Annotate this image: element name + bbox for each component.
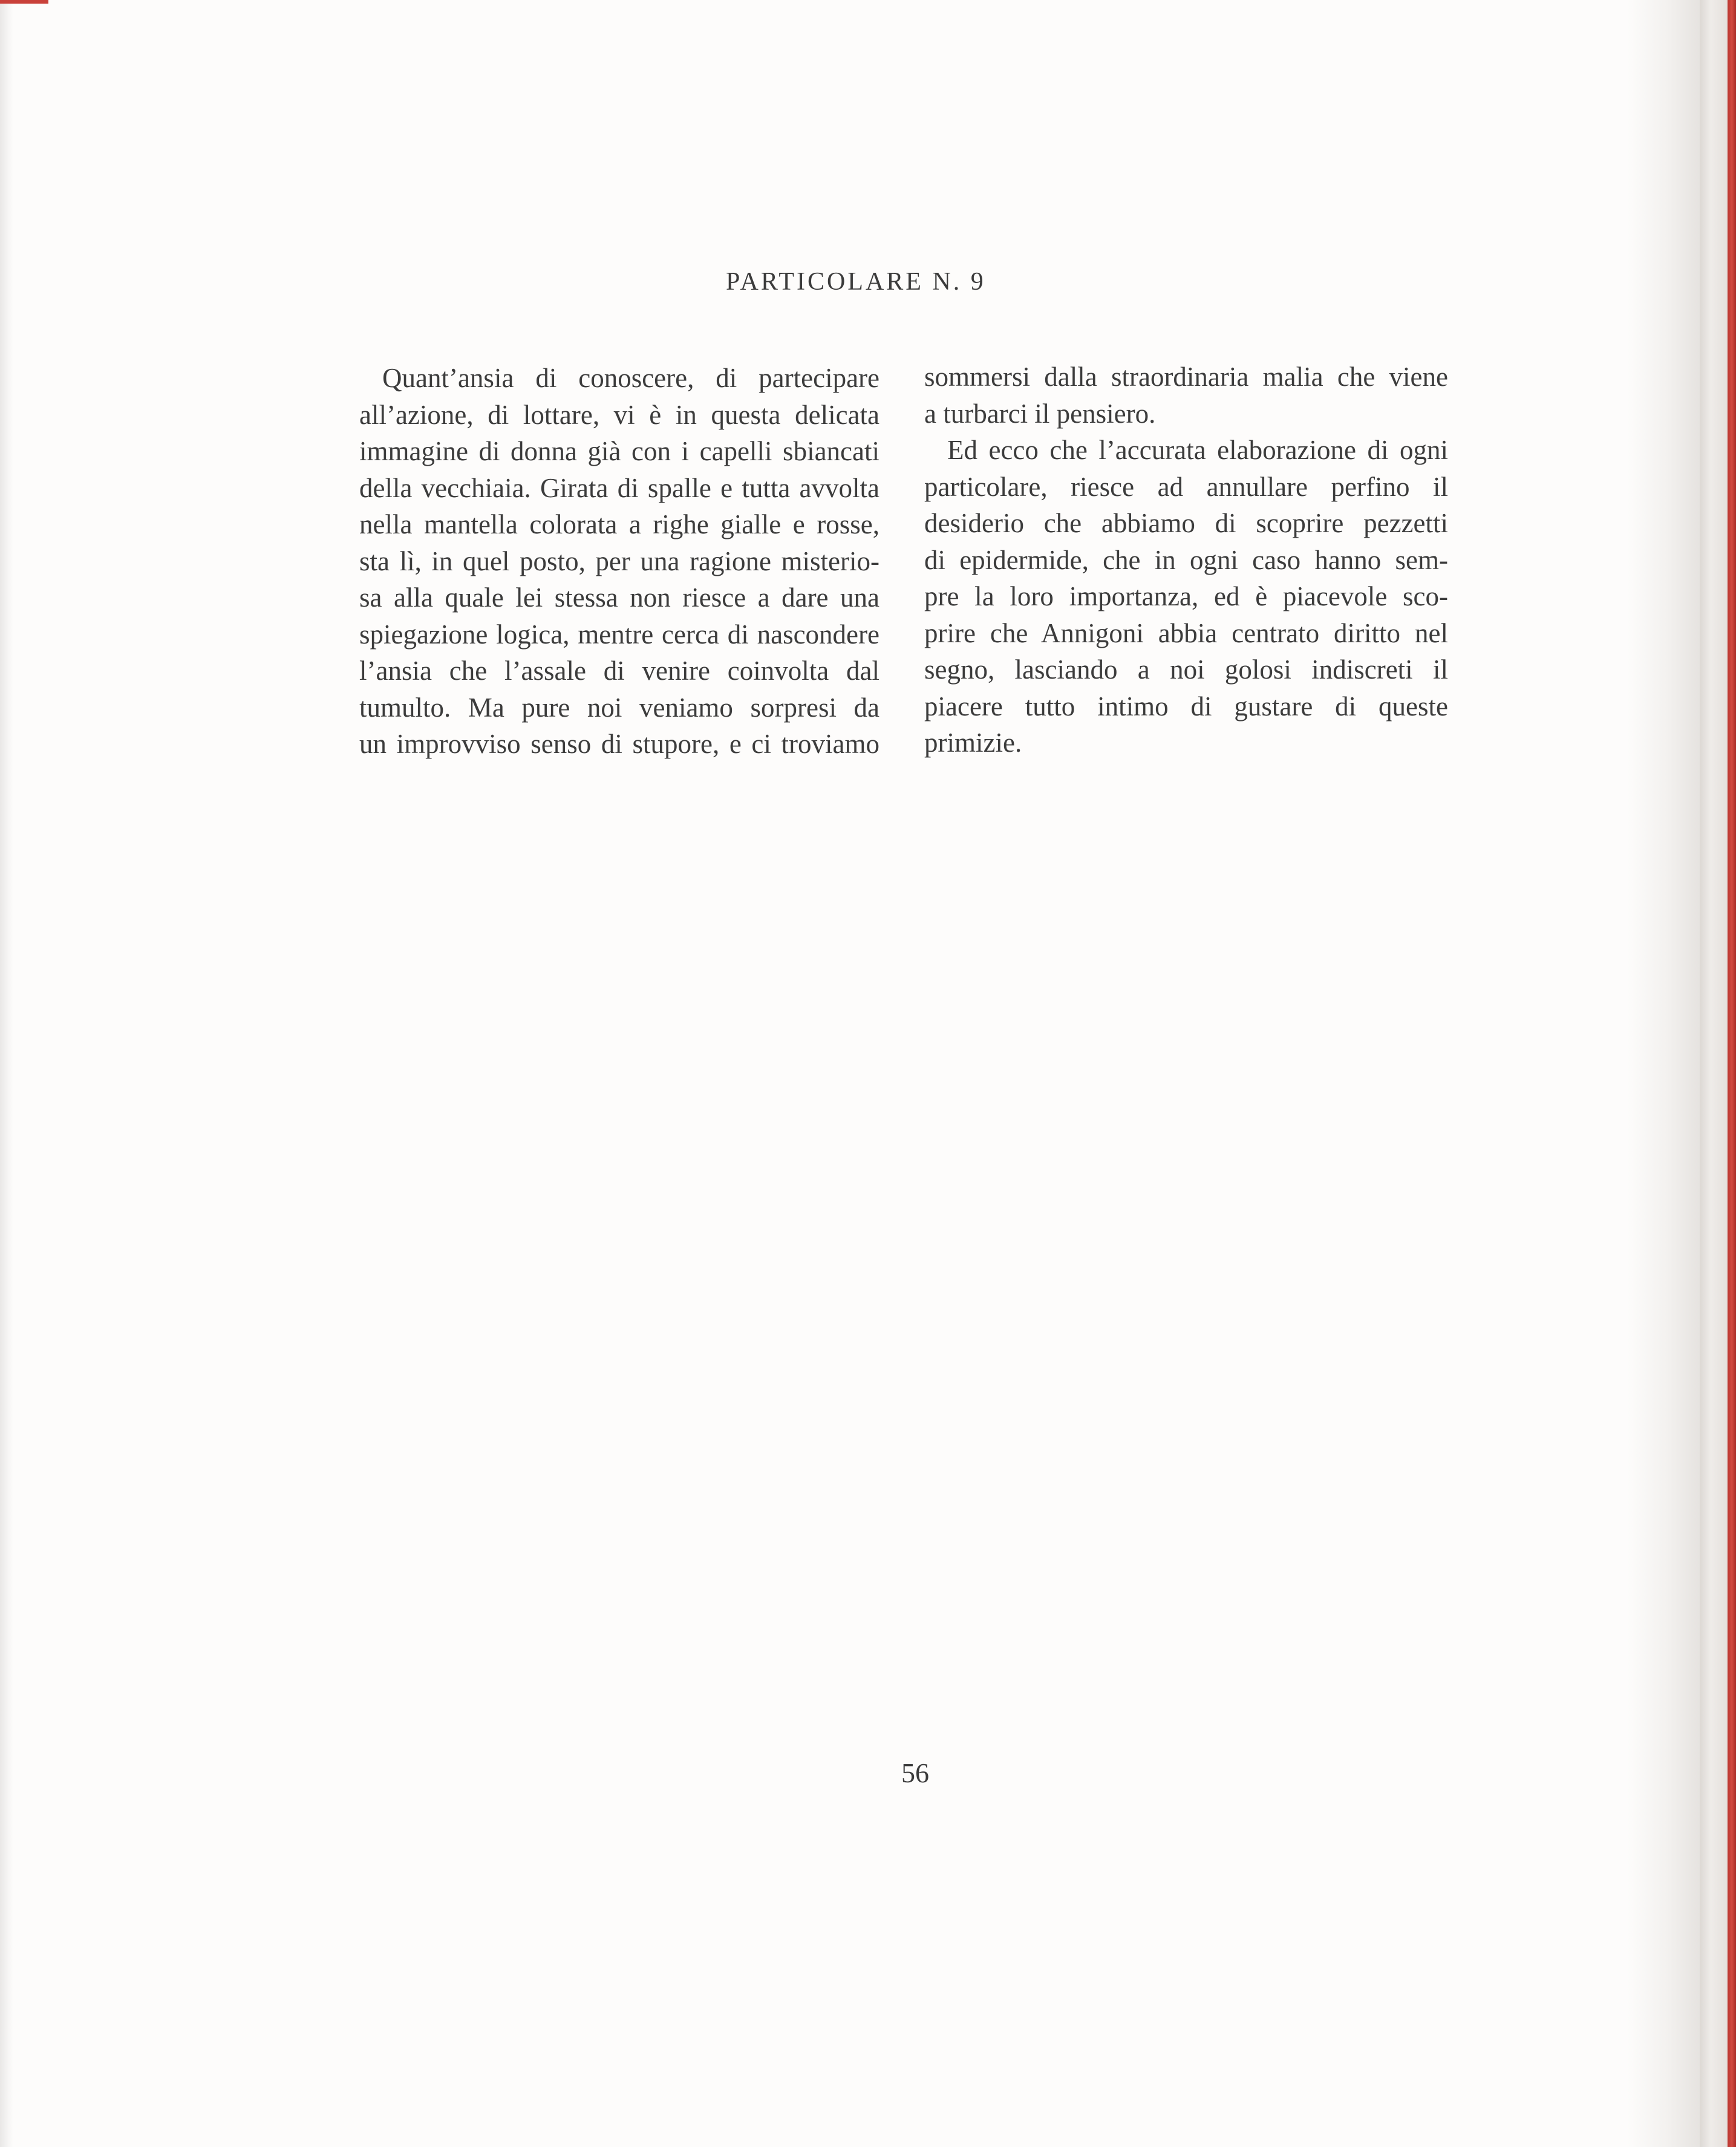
text-line: primizie. <box>924 728 1022 758</box>
text-line: sommersi dalla straordinaria malia che viene <box>924 362 1448 392</box>
text-line: desiderio che abbiamo di scoprire pezzetti <box>924 508 1448 538</box>
text-line: della vecchiaia. Girata di spalle e tutta avvolta <box>359 472 879 503</box>
page-number: 56 <box>901 1758 929 1788</box>
text-column-left <box>359 360 879 763</box>
text-line: nella mantella colorata a righe gialle e rosse, <box>359 509 879 539</box>
text-line: immagine di donna già con i capelli sbiancati <box>359 436 879 466</box>
text-line: un improvviso senso di stupore, e ci troviamo <box>359 729 879 759</box>
text-column-right <box>924 359 1448 761</box>
text-line: prire che Annigoni abbia centrato diritto nel <box>924 617 1448 648</box>
cover-edge-top <box>0 0 48 4</box>
text-line: Ed ecco che l’accurata elaborazione di ogni <box>947 435 1448 465</box>
page-stack-edge <box>0 0 13 2147</box>
text-line: tumulto. Ma pure noi veniamo sorpresi da <box>359 692 879 723</box>
text-line: pre la loro importanza, ed è piacevole sco- <box>924 581 1448 611</box>
text-line: Quant’ansia di conoscere, di partecipare <box>382 363 879 393</box>
binding-edge <box>1728 0 1736 2147</box>
section-heading: PARTICOLARE N. 9 <box>726 268 986 296</box>
gutter-shadow <box>1627 0 1700 2147</box>
text-line: l’ansia che l’assale di venire coinvolta dal <box>359 656 879 686</box>
text-line: spiegazione logica, mentre cerca di nascondere <box>359 619 879 650</box>
text-line: particolare, riesce ad annullare perfino il <box>924 471 1448 502</box>
text-line: a turbarci il pensiero. <box>924 398 1156 429</box>
text-line: all’azione, di lottare, vi è in questa delicata <box>359 399 879 430</box>
text-line: sta lì, in quel posto, per una ragione misterio- <box>359 546 879 576</box>
cover-edge <box>1700 0 1728 2147</box>
text-line: di epidermide, che in ogni caso hanno sem- <box>924 544 1448 575</box>
text-line: piacere tutto intimo di gustare di queste <box>924 691 1448 722</box>
text-line: sa alla quale lei stessa non riesce a dare una <box>359 582 879 613</box>
text-line: segno, lasciando a noi golosi indiscreti il <box>924 654 1448 685</box>
